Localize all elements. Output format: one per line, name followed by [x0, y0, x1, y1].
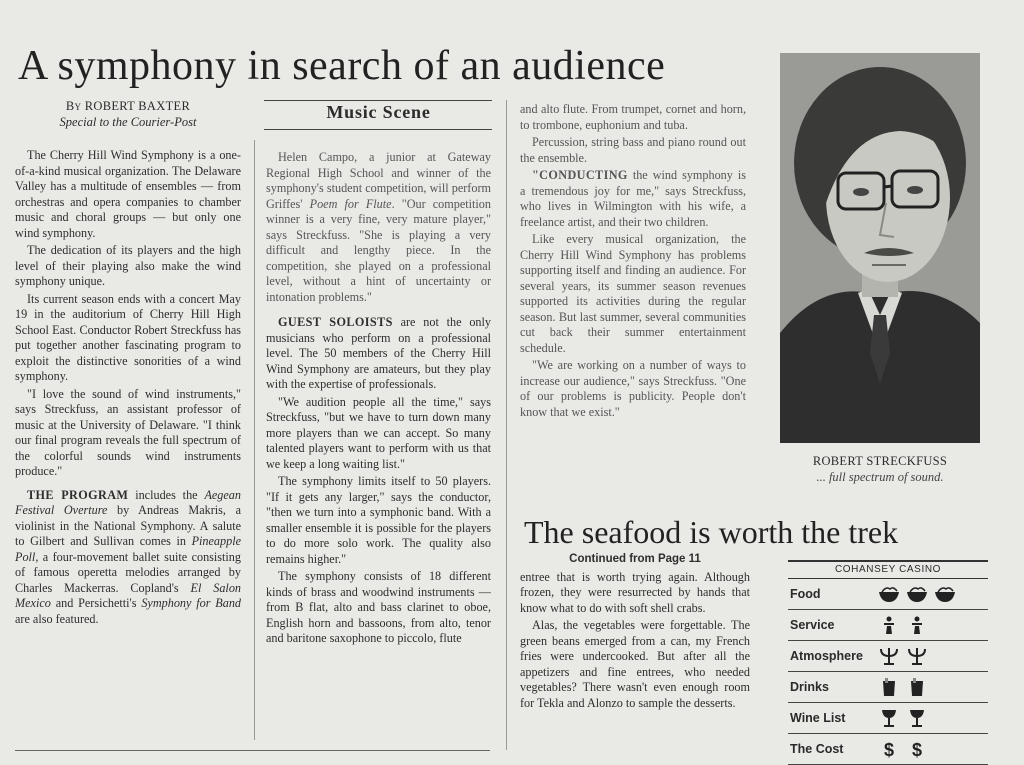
paragraph: Like every musical organization, the Cherry Hill Wind Symphony has problems supporting itself and finding an audience. For several years, its summer season revenues supported its activities during the regular season. But last summer, several communities cut back their summer entertainment schedule. — [520, 232, 746, 355]
rating-label: Drinks — [790, 680, 829, 694]
text-run: Helen Campo, a junior at Gateway Regional High School and winner of the symphony's student competition, will perform Griffes' — [266, 150, 491, 211]
svg-text:$: $ — [911, 740, 923, 759]
section-title: Music Scene — [326, 102, 431, 122]
rating-rows — [788, 579, 988, 765]
caption-name: ROBERT STRECKFUSS — [812, 454, 948, 468]
candelabra-icon — [878, 646, 900, 666]
rating-label: Atmosphere — [790, 649, 863, 663]
text-run: and Persichetti's — [50, 596, 142, 610]
paragraph: "We audition people all the time," says Streckfuss, "but we have to turn down many more players than we can accept. So many talented players want to perform with us that we keep a long waiting list." — [266, 394, 491, 471]
rating-row-wine-list — [788, 703, 988, 734]
work-title: Aegean Festival Overture — [15, 487, 241, 517]
paragraph: "I love the sound of wind instruments," says Streckfuss, an assistant professor of music at the University of Delaware. "I think our final program reveals the full spectrum of the colorful sounds wind instruments produce." — [15, 386, 241, 478]
waiter-icon — [878, 615, 900, 635]
paragraph: Its current season ends with a concert May 19 in the auditorium of Cherry Hill High School East. Conductor Robert Streckfuss has put together another fascinating program to exploit the distinctive sonorities of a wind symphony. — [15, 291, 241, 383]
lead-in: "CONDUCTING — [532, 168, 628, 182]
dollar-icon — [878, 739, 900, 759]
portrait-photo — [780, 53, 980, 443]
paragraph: Alas, the vegetables were forgettable. The green beans emerged from a can, my French fries were undercooked. But after all the appetizers and fine entrees, who needed vegetables? There wasn't even enough room for Tekla and Alonzo to sample the desserts. — [520, 618, 750, 710]
rating-row-food — [788, 579, 988, 610]
article-column-2 — [266, 150, 491, 649]
candelabra-icon — [906, 646, 928, 666]
photo-caption — [780, 453, 980, 485]
byline-author: By ROBERT BAXTER — [65, 99, 191, 113]
bowl-icon — [878, 584, 900, 604]
bowl-icon — [934, 584, 956, 604]
rating-label: Service — [790, 618, 835, 632]
rating-label: The Cost — [790, 742, 844, 756]
svg-text:$: $ — [883, 740, 895, 759]
section-rule-top — [264, 100, 492, 101]
text-run: includes the — [128, 487, 205, 502]
text-run: are not the only musicians who perform on a professional level. The 50 members of the Cherry Hill Wind Symphony are amateurs, but they play with the expertise of professionals. — [266, 315, 491, 391]
paragraph: The symphony limits itself to 50 players. "If it gets any larger," says the conductor, "then we turn into a symphonic band. With a smaller ensemble it is possible for the players to do more solo work. The quality also remains higher." — [266, 474, 491, 566]
lead-in: THE PROGRAM — [27, 487, 129, 502]
rating-title: COHANSEY CASINO — [788, 560, 988, 579]
paragraph: The dedication of its players and the high level of their playing also make the wind symphony unique. — [15, 243, 241, 288]
byline — [18, 98, 238, 130]
paragraph-conducting — [520, 168, 746, 230]
rating-row-atmosphere — [788, 641, 988, 672]
text-run: by Andreas Makris, a violinist in the National Symphony. A salute to Gilbert and Sullivan comes in — [15, 503, 241, 548]
article-column-1 — [15, 148, 241, 629]
seafood-column — [520, 552, 750, 713]
continued-line: Continued from Page 11 — [569, 553, 701, 565]
paragraph: and alto flute. From trumpet, cornet and horn, to trombone, euphonium and tuba. — [520, 102, 746, 132]
byline-affiliation: Special to the Courier-Post — [59, 115, 197, 129]
rating-row-the-cost — [788, 734, 988, 765]
wine-glass-icon — [878, 708, 900, 728]
text-run: . "Our competition winner is a very fine, very mature player," says Streckfuss. "She is playing a very difficult and lengthy piece. In the competition, she played on a professional level, without a hint of uncertainty or intonation problems." — [266, 196, 491, 304]
rating-label: Wine List — [790, 711, 846, 725]
rating-icons — [878, 677, 928, 697]
bowl-icon — [906, 584, 928, 604]
work-title: Symphony for Band — [141, 596, 242, 610]
paragraph-soloists — [266, 315, 491, 393]
paragraph: Percussion, string bass and piano round out the ensemble. — [520, 135, 746, 165]
restaurant-rating-box — [788, 560, 988, 765]
lead-in: GUEST SOLOISTS — [278, 315, 393, 329]
rating-row-service — [788, 610, 988, 641]
paragraph-program — [15, 488, 241, 628]
portrait-illustration — [780, 53, 980, 443]
seafood-headline: The seafood is worth the trek — [524, 514, 899, 550]
rating-row-drinks — [788, 672, 988, 703]
rating-icons — [878, 739, 928, 759]
work-title: Poem for Flute — [309, 196, 392, 211]
rating-icons — [878, 615, 928, 635]
waiter-icon — [906, 615, 928, 635]
paragraph: entree that is worth trying again. Although frozen, they were resurrected by hands that know what to do with soft shell crabs. — [520, 569, 750, 615]
column-rule — [254, 140, 255, 740]
paragraph — [266, 150, 491, 305]
rating-icons — [878, 708, 928, 728]
dollar-icon — [906, 739, 928, 759]
article-column-3 — [520, 102, 746, 422]
caption-description: ... full spectrum of sound. — [816, 470, 944, 484]
glass-icon — [878, 677, 900, 697]
text-run: are also featured. — [15, 611, 99, 626]
work-title: El Salon Mexico — [15, 580, 242, 610]
bottom-rule — [15, 750, 490, 751]
paragraph: The symphony consists of 18 different kinds of brass and woodwind instruments — from B flat, alto and bass clarinet to oboe, English horn and bassoons, from alto, tenor and baritone saxophone to piccolo, flute — [266, 569, 491, 645]
rating-icons — [878, 584, 956, 604]
work-title: Pineapple Poll — [15, 534, 241, 564]
column-rule — [506, 100, 507, 750]
article-headline: A symphony in search of an audience — [18, 43, 666, 89]
wine-glass-icon — [906, 708, 928, 728]
glass-icon — [906, 677, 928, 697]
section-rule-bottom — [264, 129, 492, 130]
rating-label: Food — [790, 587, 821, 601]
text-run: , a four-movement ballet suite consisting of famous operetta melodies arranged by Charles Mackerras. Copland's — [15, 549, 241, 595]
paragraph: The Cherry Hill Wind Symphony is a one-of-a-kind musical organization. The Delaware Valley has a multitude of ensembles — from orchestras and opera companies to chamber music and choral groups — but only one wind symphony. — [15, 148, 241, 240]
text-run: the wind symphony is a tremendous joy for me," says Streckfuss, who lives in Wilmington with his wife, a freelance artist, and their two children. — [520, 168, 746, 229]
rating-icons — [878, 646, 928, 666]
paragraph: "We are working on a number of ways to increase our audience," says Streckfuss. "One of our problems is publicity. People don't know that we exist." — [520, 358, 746, 419]
